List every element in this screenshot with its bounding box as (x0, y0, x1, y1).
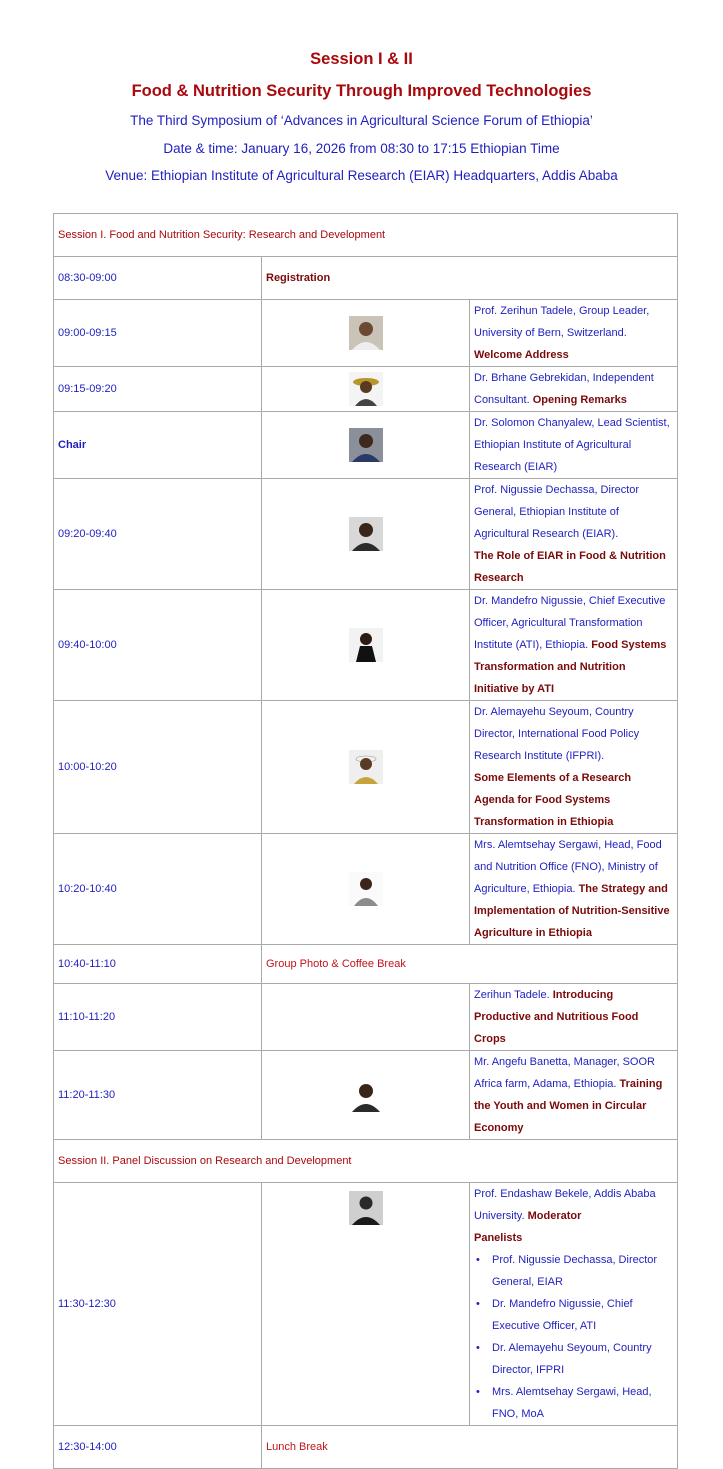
panelists-list (474, 1249, 673, 1425)
speaker-text: Mr. Angefu Banetta, Manager, SOOR Africa farm, Adama, Ethiopia. (474, 1056, 655, 1090)
coffee-break-label: Group Photo & Coffee Break (262, 945, 678, 984)
speaker-photo (262, 479, 470, 590)
row-time: 10:20-10:40 (54, 834, 262, 945)
row-desc (470, 590, 678, 701)
avatar-icon (349, 372, 383, 406)
program-table (53, 213, 678, 1469)
speaker-text: Dr. Alemayehu Seyoum, Country Director, International Food Policy Research Institute (IFPRI). (474, 706, 640, 762)
topic-text: Opening Remarks (532, 394, 627, 406)
speaker-photo (262, 1051, 470, 1140)
speaker-photo (262, 590, 470, 701)
speaker-photo (262, 367, 470, 412)
speaker-photo (262, 412, 470, 479)
panel-time: 11:30-12:30 (54, 1183, 262, 1426)
panelist-item: • Prof. Nigussie Dechassa, Director General, EIAR (488, 1249, 673, 1293)
topic-text: The Role of EIAR in Food & Nutrition Research (474, 550, 666, 584)
speaker-text: Dr. Brhane Gebrekidan, Independent Consultant. (474, 372, 654, 406)
row-time: 10:40-11:10 (54, 945, 262, 984)
topic-text: The Strategy and Implementation of Nutrition-Sensitive Agriculture in Ethiopia (474, 883, 670, 939)
row-time: 09:00-09:15 (54, 300, 262, 367)
topic-text: Food Systems Transformation and Nutrition Initiative by ATI (474, 639, 667, 695)
row-time: 09:40-10:00 (54, 590, 262, 701)
avatar-icon (349, 316, 383, 350)
main-title: Food & Nutrition Security Through Improved Technologies (131, 82, 592, 100)
session1-title: Session I. Food and Nutrition Security: Research and Development (54, 214, 678, 257)
moderator-text: Prof. Endashaw Bekele, Addis Ababa University. (474, 1188, 656, 1222)
row-time: 09:20-09:40 (54, 479, 262, 590)
row-time: 09:15-09:20 (54, 367, 262, 412)
row-desc (470, 834, 678, 945)
avatar-icon (349, 1078, 383, 1112)
avatar-icon (349, 517, 383, 551)
panelist-item: • Dr. Alemayehu Seyoum, Country Director, IFPRI (488, 1337, 673, 1381)
moderator-role: Moderator (527, 1210, 582, 1222)
speaker-photo (262, 1183, 470, 1426)
speaker-text: Prof. Zerihun Tadele, Group Leader, University of Bern, Switzerland. (474, 305, 650, 339)
row-time: 11:10-11:20 (54, 984, 262, 1051)
avatar-icon (349, 872, 383, 906)
datetime-line: Date & time: January 16, 2026 from 08:30 to 17:15 Ethiopian Time (163, 141, 560, 156)
row-desc (470, 367, 678, 412)
speaker-text: Dr. Mandefro Nigussie, Chief Executive Officer, Agricultural Transformation Institute (ATI), Ethiopia. (474, 595, 666, 651)
photo-cell-empty (262, 984, 470, 1051)
topic-text: Introducing Productive and Nutritious Food Crops (474, 989, 639, 1045)
topic-text: Training the Youth and Women in Circular Economy (474, 1078, 663, 1134)
registration-label: Registration (262, 257, 678, 300)
avatar-icon (349, 428, 383, 462)
row-desc (470, 412, 678, 479)
topic-text: Some Elements of a Research Agenda for Food Systems Transformation in Ethiopia (474, 772, 632, 828)
session2-title: Session II. Panel Discussion on Research and Development (54, 1140, 678, 1183)
avatar-icon (349, 1191, 383, 1225)
symposium-line: The Third Symposium of ‘Advances in Agricultural Science Forum of Ethiopia’ (130, 113, 593, 128)
panelists-label: Panelists (474, 1232, 523, 1244)
avatar-icon (349, 750, 383, 784)
row-desc (470, 701, 678, 834)
speaker-text: Dr. Solomon Chanyalew, Lead Scientist, Ethiopian Institute of Agricultural Research (EIAR) (474, 417, 670, 473)
row-desc (470, 300, 678, 367)
row-time: 10:00-10:20 (54, 701, 262, 834)
speaker-photo (262, 300, 470, 367)
venue-line: Venue: Ethiopian Institute of Agricultural Research (EIAR) Headquarters, Addis Ababa (105, 168, 618, 183)
row-desc (470, 1051, 678, 1140)
chair-label: Chair (54, 412, 262, 479)
speaker-text: Mrs. Alemtsehay Sergawi, Head, Food and Nutrition Office (FNO), Ministry of Agriculture, Ethiopia. (474, 839, 662, 895)
panel-desc (470, 1183, 678, 1426)
lunch-label: Lunch Break (262, 1426, 678, 1469)
panelist-item: • Mrs. Alemtsehay Sergawi, Head, FNO, MoA (488, 1381, 673, 1425)
lunch-time: 12:30-14:00 (54, 1426, 262, 1469)
row-desc (470, 984, 678, 1051)
speaker-photo (262, 834, 470, 945)
speaker-text: Zerihun Tadele. (474, 989, 553, 1001)
avatar-icon (349, 628, 383, 662)
speaker-photo (262, 701, 470, 834)
session-label: Session I & II (310, 50, 413, 68)
row-time: 08:30-09:00 (54, 257, 262, 300)
speaker-text: Prof. Nigussie Dechassa, Director General, Ethiopian Institute of Agricultural Research (EIAR). (474, 484, 640, 540)
topic-text: Welcome Address (474, 349, 569, 361)
panelist-item: • Dr. Mandefro Nigussie, Chief Executive Officer, ATI (488, 1293, 673, 1337)
row-desc (470, 479, 678, 590)
row-time: 11:20-11:30 (54, 1051, 262, 1140)
